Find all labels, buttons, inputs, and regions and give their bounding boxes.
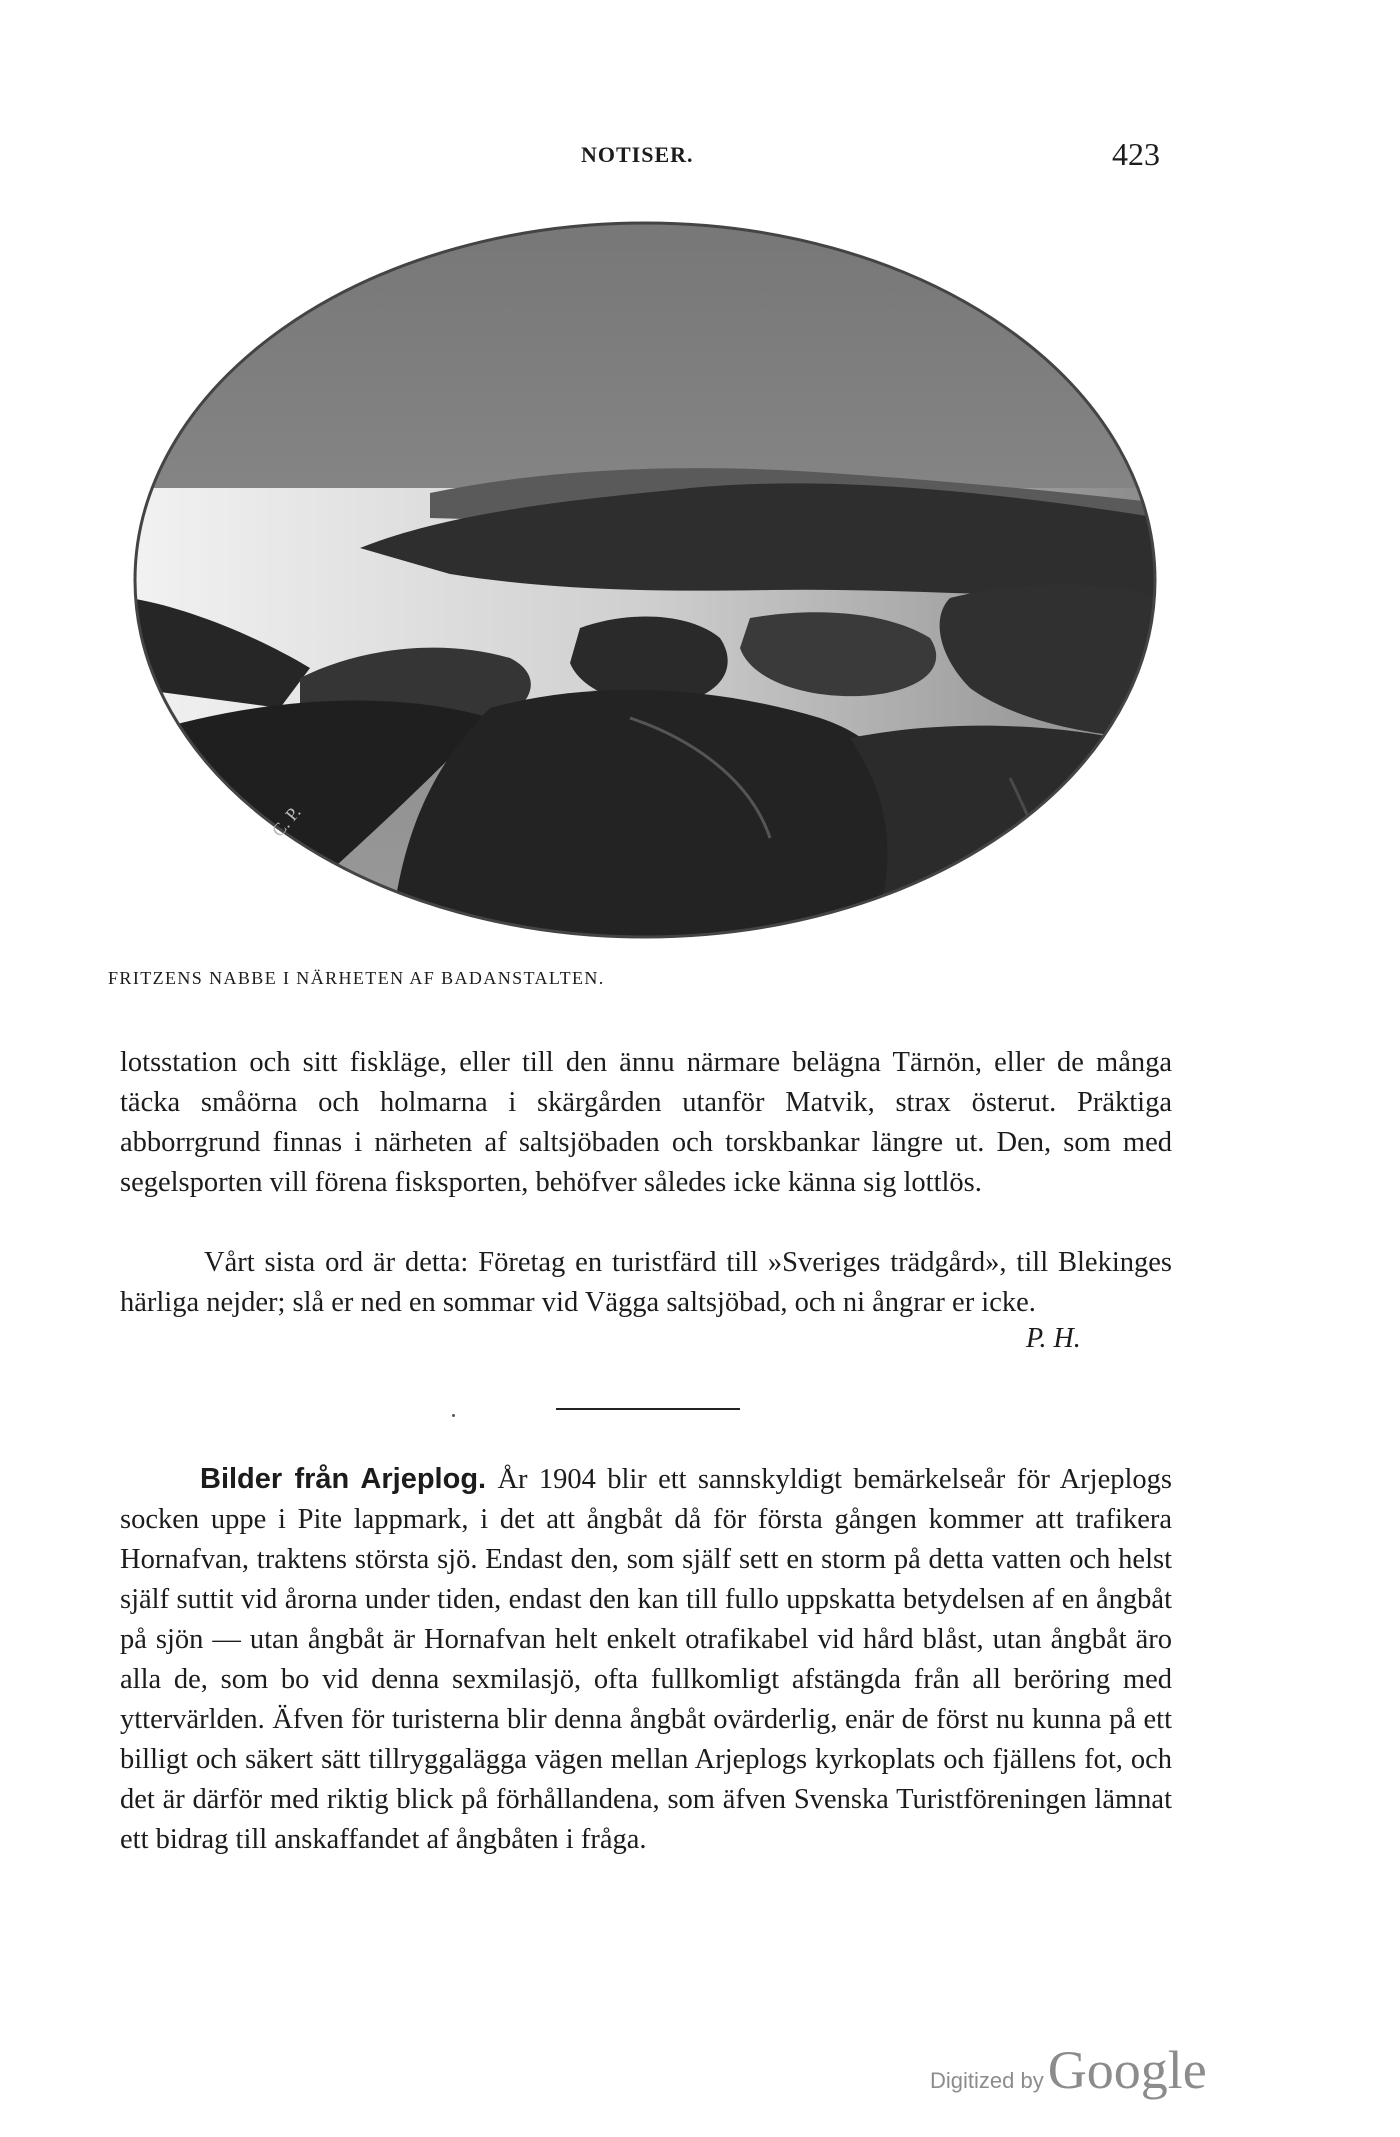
- section-divider: [556, 1408, 740, 1410]
- ink-speck: [452, 1414, 455, 1417]
- figure-caption: FRITZENS NABBE I NÄRHETEN AF BADANSTALTEN.: [108, 968, 605, 988]
- header-title: NOTISER.: [581, 142, 694, 167]
- article-paragraph: lotsstation och sitt fiskläge, eller till den ännu närmare belägna Tärnön, eller de många täcka småörna och holmarna i skärgården utanför Matvik, strax österut. Präktiga abborrgrund finnas i närheten af saltsjöbaden och torskbankar längre ut. Den, som med segelsporten vill förena fisksporten, behöfver således icke känna sig lottlös.: [120, 1047, 1172, 1198]
- coastal-photograph: [130, 218, 1160, 942]
- article-paragraph: Vårt sista ord är detta: Företag en turistfärd till »Sveriges trädgård», till Blekinges härliga nejder; slå er ned en sommar vid Vägga saltsjöbad, och ni ångrar er icke.: [120, 1247, 1172, 1318]
- article-body: År 1904 blir ett sannskyldigt bemärkelseår för Arjeplogs socken uppe i Pite lappmark, i det att ångbåt då för första gången kommer att trafikera Hornafvan, traktens största sjö. Endast den, som själf sett en storm på detta vatten och helst själf suttit vid årorna under tiden, endast den kan till fullo uppskatta betydelsen af en ångbåt på sjön — utan ångbåt är Hornafvan helt enkelt otrafikabel vid hård blåst, utan ångbåt äro alla de, som bo vid denna sexmilasjö, ofta fullkomligt afstängda från all beröring med yttervärlden. Äfven för turisterna blir denna ångbåt ovärderlig, enär de först nu kunna på ett billigt och säkert sätt tillryggalägga vägen mellan Arjeplogs kyrkoplats och fjällens fot, och det är därför med riktig blick på förhållandena, som äfven Svenska Turistföreningen lämnat ett bidrag till anskaffandet af ångbåten i fråga.: [120, 1464, 1172, 1855]
- oval-landscape-image: [130, 218, 1160, 942]
- digitized-watermark: [930, 2039, 1207, 2101]
- section-heading: Bilder från Arjeplog.: [200, 1463, 487, 1495]
- google-logo: Google: [1047, 2040, 1207, 2100]
- digitized-label: Digitized by: [930, 2068, 1044, 2093]
- photographer-watermark: C. P.: [267, 802, 305, 841]
- article-paragraph: [120, 1459, 1172, 1860]
- page-number: 423: [1112, 136, 1160, 172]
- author-signature: P. H.: [1026, 1323, 1081, 1354]
